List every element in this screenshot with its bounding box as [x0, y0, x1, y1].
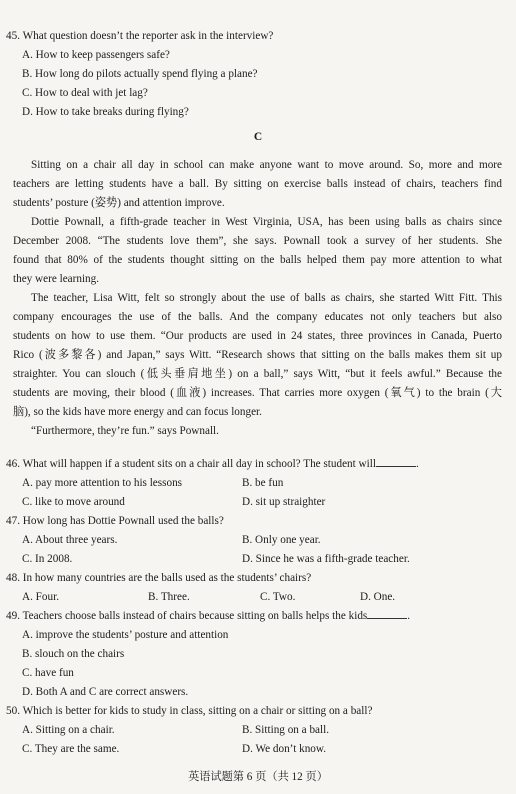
q46-option-a: A. pay more attention to his lessons [22, 477, 183, 489]
q50-option-c: C. They are the same. [22, 743, 120, 755]
q49-option-c: C. have fun [22, 667, 74, 679]
question-49-text: 49. Teachers choose balls instead of chairs because sitting on balls helps the kids [6, 610, 368, 622]
q50-option-d: D. We don’t know. [242, 743, 327, 755]
q45-option-c: C. How to deal with jet lag? [22, 87, 148, 99]
passage-line: teachers are letting students have a ball. By sitting on exercise balls instead of chairs, teachers find [13, 178, 502, 190]
question-46: 46. What will happen if a student sits on a chair all day in school? The student will . [6, 458, 419, 470]
passage-line: company encourages the use of the balls. And the company educates not only teachers but also [13, 311, 502, 323]
passage-line: 脑), so the kids have more energy and can focus longer. [13, 406, 262, 418]
passage-line: Rico (波多黎各) and Japan,” says Witt. “Research shows that sitting on the balls makes them sit up [13, 349, 502, 361]
q45-option-a: A. How to keep passengers safe? [22, 49, 170, 61]
passage-line: Dottie Pownall, a fifth-grade teacher in West Virginia, USA, has been using balls as chairs since [31, 216, 502, 228]
q46-option-b: B. be fun [242, 477, 284, 489]
passage-line: Sitting on a chair all day in school can make anyone want to move around. So, more and more [31, 159, 502, 171]
q50-option-a: A. Sitting on a chair. [22, 724, 115, 736]
q46-option-c: C. like to move around [22, 496, 125, 508]
q46-option-d: D. sit up straighter [242, 496, 326, 508]
q48-option-d: D. One. [360, 591, 396, 603]
q49-option-b: B. slouch on the chairs [22, 648, 125, 660]
section-heading: C [253, 131, 263, 143]
q48-option-c: C. Two. [260, 591, 296, 603]
question-47: 47. How long has Dottie Pownall used the balls? [6, 515, 224, 527]
passage-line: they were learning. [13, 273, 100, 285]
q45-option-b: B. How long do pilots actually spend flying a plane? [22, 68, 258, 80]
q47-option-a: A. About three years. [22, 534, 118, 546]
answer-blank [367, 609, 407, 619]
q48-option-a: A. Four. [22, 591, 59, 603]
q49-option-d: D. Both A and C are correct answers. [22, 686, 189, 698]
question-48: 48. In how many countries are the balls used as the students’ chairs? [6, 572, 312, 584]
passage-line: December 2008. “The students love them”, she says. Pownall took a survey of her students. She [13, 235, 502, 247]
passage-line: found that 80% of the students thought sitting on the balls helped them pay more attention to what [13, 254, 502, 266]
q47-option-c: C. In 2008. [22, 553, 73, 565]
q49-option-a: A. improve the students’ posture and attention [22, 629, 229, 641]
question-49: 49. Teachers choose balls instead of chairs because sitting on balls helps the kids . [6, 610, 411, 622]
question-46-text: 46. What will happen if a student sits on a chair all day in school? The student will [6, 458, 376, 470]
passage-line: The teacher, Lisa Witt, felt so strongly about the use of balls as chairs, she started Witt Fitt. This [31, 292, 502, 304]
page-footer: 英语试题第 6 页（共 12 页） [188, 771, 328, 783]
passage-line: “Furthermore, they’re fun.” says Pownall. [31, 425, 219, 437]
passage-line: students on how to use them. “Our products are used in 24 states, three provinces in Canada, Puerto [13, 330, 502, 342]
passage-line: straighter. You can slouch (低头垂肩地坐) on a ball,” says Witt, “but it feels awful.” Because the [13, 368, 502, 380]
question-50: 50. Which is better for kids to study in class, sitting on a chair or sitting on a ball? [6, 705, 373, 717]
q47-option-b: B. Only one year. [242, 534, 321, 546]
passage-line: students are moving, their blood (血液) increases. That carries more oxygen (氧气) to the brain (大 [13, 387, 502, 399]
q50-option-b: B. Sitting on a ball. [242, 724, 330, 736]
q48-option-b: B. Three. [148, 591, 190, 603]
q47-option-d: D. Since he was a fifth-grade teacher. [242, 553, 410, 565]
q45-option-d: D. How to take breaks during flying? [22, 106, 189, 118]
question-45: 45. What question doesn’t the reporter ask in the interview? [6, 30, 274, 42]
answer-blank [376, 457, 416, 467]
passage-line: students’ posture (姿势) and attention improve. [13, 197, 225, 209]
